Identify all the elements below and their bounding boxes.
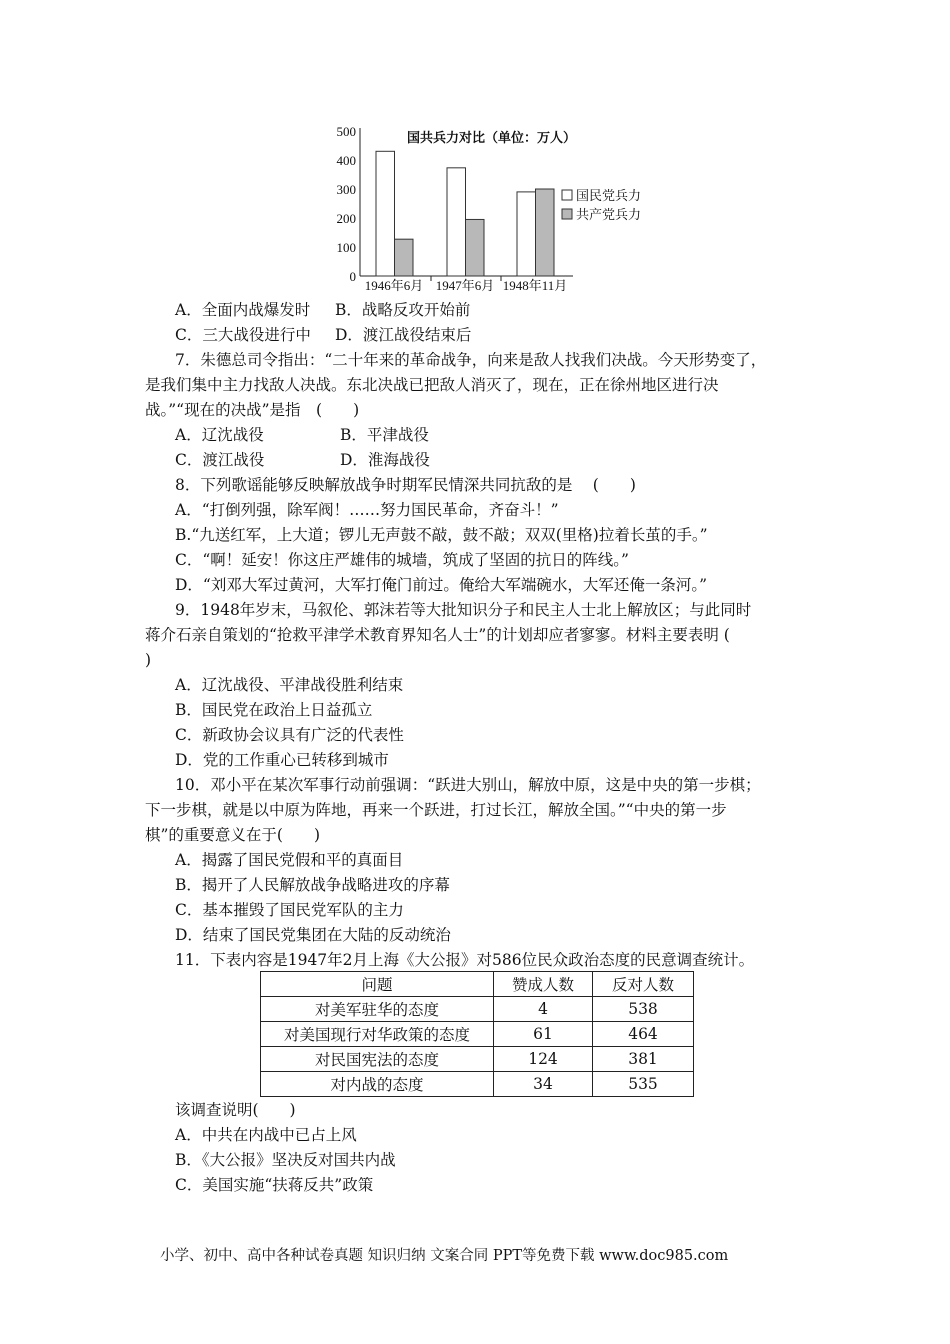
table-row bbox=[261, 1047, 694, 1072]
table-cell: 124 bbox=[494, 1047, 593, 1072]
survey-table bbox=[260, 971, 694, 1097]
question-stem: 战。”“现在的决战”是指 ( ) bbox=[145, 401, 360, 419]
option: C．美国实施“扶蒋反共”政策 bbox=[175, 1176, 374, 1194]
table-cell: 535 bbox=[593, 1072, 694, 1097]
y-tick-label: 400 bbox=[336, 153, 356, 168]
option: B.“九送红军，上大道；锣儿无声鼓不敲，鼓不敲；双双(里格)拉着长茧的手。” bbox=[175, 526, 708, 544]
option-row bbox=[0, 298, 950, 323]
option: A．辽沈战役、平津战役胜利结束 bbox=[175, 676, 404, 694]
option: C．渡江战役 bbox=[175, 451, 265, 469]
table-row bbox=[261, 1072, 694, 1097]
x-tick-label: 1947年6月 bbox=[435, 278, 495, 293]
legend-swatch bbox=[562, 190, 572, 200]
table-row bbox=[261, 1022, 694, 1047]
table-cell: 对民国宪法的态度 bbox=[261, 1047, 494, 1072]
x-tick-label: 1948年11月 bbox=[502, 278, 568, 293]
option: C．三大战役进行中 bbox=[175, 326, 311, 344]
table-cell: 464 bbox=[593, 1022, 694, 1047]
bar-kmt bbox=[376, 151, 395, 276]
table-cell: 538 bbox=[593, 997, 694, 1022]
footer: 小学、初中、高中各种试卷真题 知识归纳 文案合同 PPT等免费下载 www.doc985.com bbox=[160, 1248, 729, 1264]
table-header bbox=[261, 972, 694, 997]
question-stem: 蒋介石亲自策划的“抢救平津学术教育界知名人士”的计划却应者寥寥。材料主要表明 ( bbox=[145, 626, 730, 644]
table-cell: 对内战的态度 bbox=[261, 1072, 494, 1097]
question-stem: 该调查说明( ) bbox=[175, 1101, 296, 1119]
option: B．国民党在政治上日益孤立 bbox=[175, 701, 373, 719]
table-row bbox=[261, 997, 694, 1022]
option-row bbox=[0, 448, 950, 473]
option: A．中共在内战中已占上风 bbox=[175, 1126, 357, 1144]
option: A．“打倒列强，除军阀！……努力国民革命，齐奋斗！” bbox=[175, 501, 559, 519]
legend-swatch bbox=[562, 209, 572, 219]
table-cell: 反对人数 bbox=[593, 972, 694, 997]
question-stem: 7．朱德总司令指出：“二十年来的革命战争，向来是敌人找我们决战。今天形势变了， bbox=[175, 351, 767, 369]
table-cell: 对美国现行对华政策的态度 bbox=[261, 1022, 494, 1047]
option: D．渡江战役结束后 bbox=[335, 326, 472, 344]
option: B．平津战役 bbox=[340, 426, 429, 444]
y-tick-label: 200 bbox=[336, 211, 356, 226]
table-cell: 对美军驻华的态度 bbox=[261, 997, 494, 1022]
option: D．党的工作重心已转移到城市 bbox=[175, 751, 389, 769]
question-stem: 9．1948年岁末，马叙伦、郭沫若等大批知识分子和民主人士北上解放区；与此同时 bbox=[175, 601, 752, 619]
option: C．“啊！延安！你这庄严雄伟的城墙，筑成了坚固的抗日的阵线。” bbox=[175, 551, 629, 569]
bar-chart bbox=[330, 120, 660, 300]
option: D．淮海战役 bbox=[340, 451, 430, 469]
option: B．战略反攻开始前 bbox=[335, 301, 471, 319]
question-stem: 10．邓小平在某次军事行动前强调：“跃进大别山，解放中原，这是中央的第一步棋； bbox=[175, 776, 761, 794]
option: A．全面内战爆发时 bbox=[175, 301, 311, 319]
table-cell: 61 bbox=[494, 1022, 593, 1047]
table-cell: 赞成人数 bbox=[494, 972, 593, 997]
option: D．结束了国民党集团在大陆的反动统治 bbox=[175, 926, 451, 944]
table-cell: 4 bbox=[494, 997, 593, 1022]
y-tick-label: 100 bbox=[336, 240, 356, 255]
question-stem: 棋”的重要意义在于( ) bbox=[145, 826, 321, 844]
legend-label: 共产党兵力 bbox=[576, 207, 642, 222]
option: B．《大公报》坚决反对国共内战 bbox=[175, 1151, 396, 1169]
question-stem: 11．下表内容是1947年2月上海《大公报》对586位民众政治态度的民意调查统计。 bbox=[175, 951, 755, 969]
table-cell: 问题 bbox=[261, 972, 494, 997]
option: C．基本摧毁了国民党军队的主力 bbox=[175, 901, 404, 919]
table-cell: 381 bbox=[593, 1047, 694, 1072]
y-tick-label: 0 bbox=[349, 269, 356, 284]
option: C．新政协会议具有广泛的代表性 bbox=[175, 726, 404, 744]
option: D．“刘邓大军过黄河，大军打俺门前过。俺给大军端碗水，大军还俺一条河。” bbox=[175, 576, 708, 594]
option: B．揭开了人民解放战争战略进攻的序幕 bbox=[175, 876, 450, 894]
y-tick-label: 500 bbox=[336, 124, 356, 139]
option-row bbox=[0, 323, 950, 348]
bar-kmt bbox=[447, 168, 466, 276]
table-cell: 34 bbox=[494, 1072, 593, 1097]
legend-label: 国民党兵力 bbox=[576, 188, 642, 203]
bar-kmt bbox=[517, 192, 536, 276]
y-tick-label: 300 bbox=[336, 182, 356, 197]
bar-cpc bbox=[536, 189, 555, 276]
option: A．揭露了国民党假和平的真面目 bbox=[175, 851, 404, 869]
question-stem: 是我们集中主力找敌人决战。东北决战已把敌人消灭了，现在，正在徐州地区进行决 bbox=[145, 376, 719, 394]
chart-title: 国共兵力对比（单位：万人） bbox=[407, 130, 577, 145]
option-row bbox=[0, 423, 950, 448]
option: A．辽沈战役 bbox=[175, 426, 264, 444]
question-stem: ) bbox=[145, 651, 152, 669]
question-stem: 8．下列歌谣能够反映解放战争时期军民情深共同抗敌的是 ( ) bbox=[175, 476, 636, 494]
bar-cpc bbox=[395, 239, 414, 276]
bar-cpc bbox=[466, 219, 485, 276]
x-tick-label: 1946年6月 bbox=[364, 278, 424, 293]
question-stem: 下一步棋，就是以中原为阵地，再来一个跃进，打过长江，解放全国。”“中央的第一步 bbox=[145, 801, 727, 819]
